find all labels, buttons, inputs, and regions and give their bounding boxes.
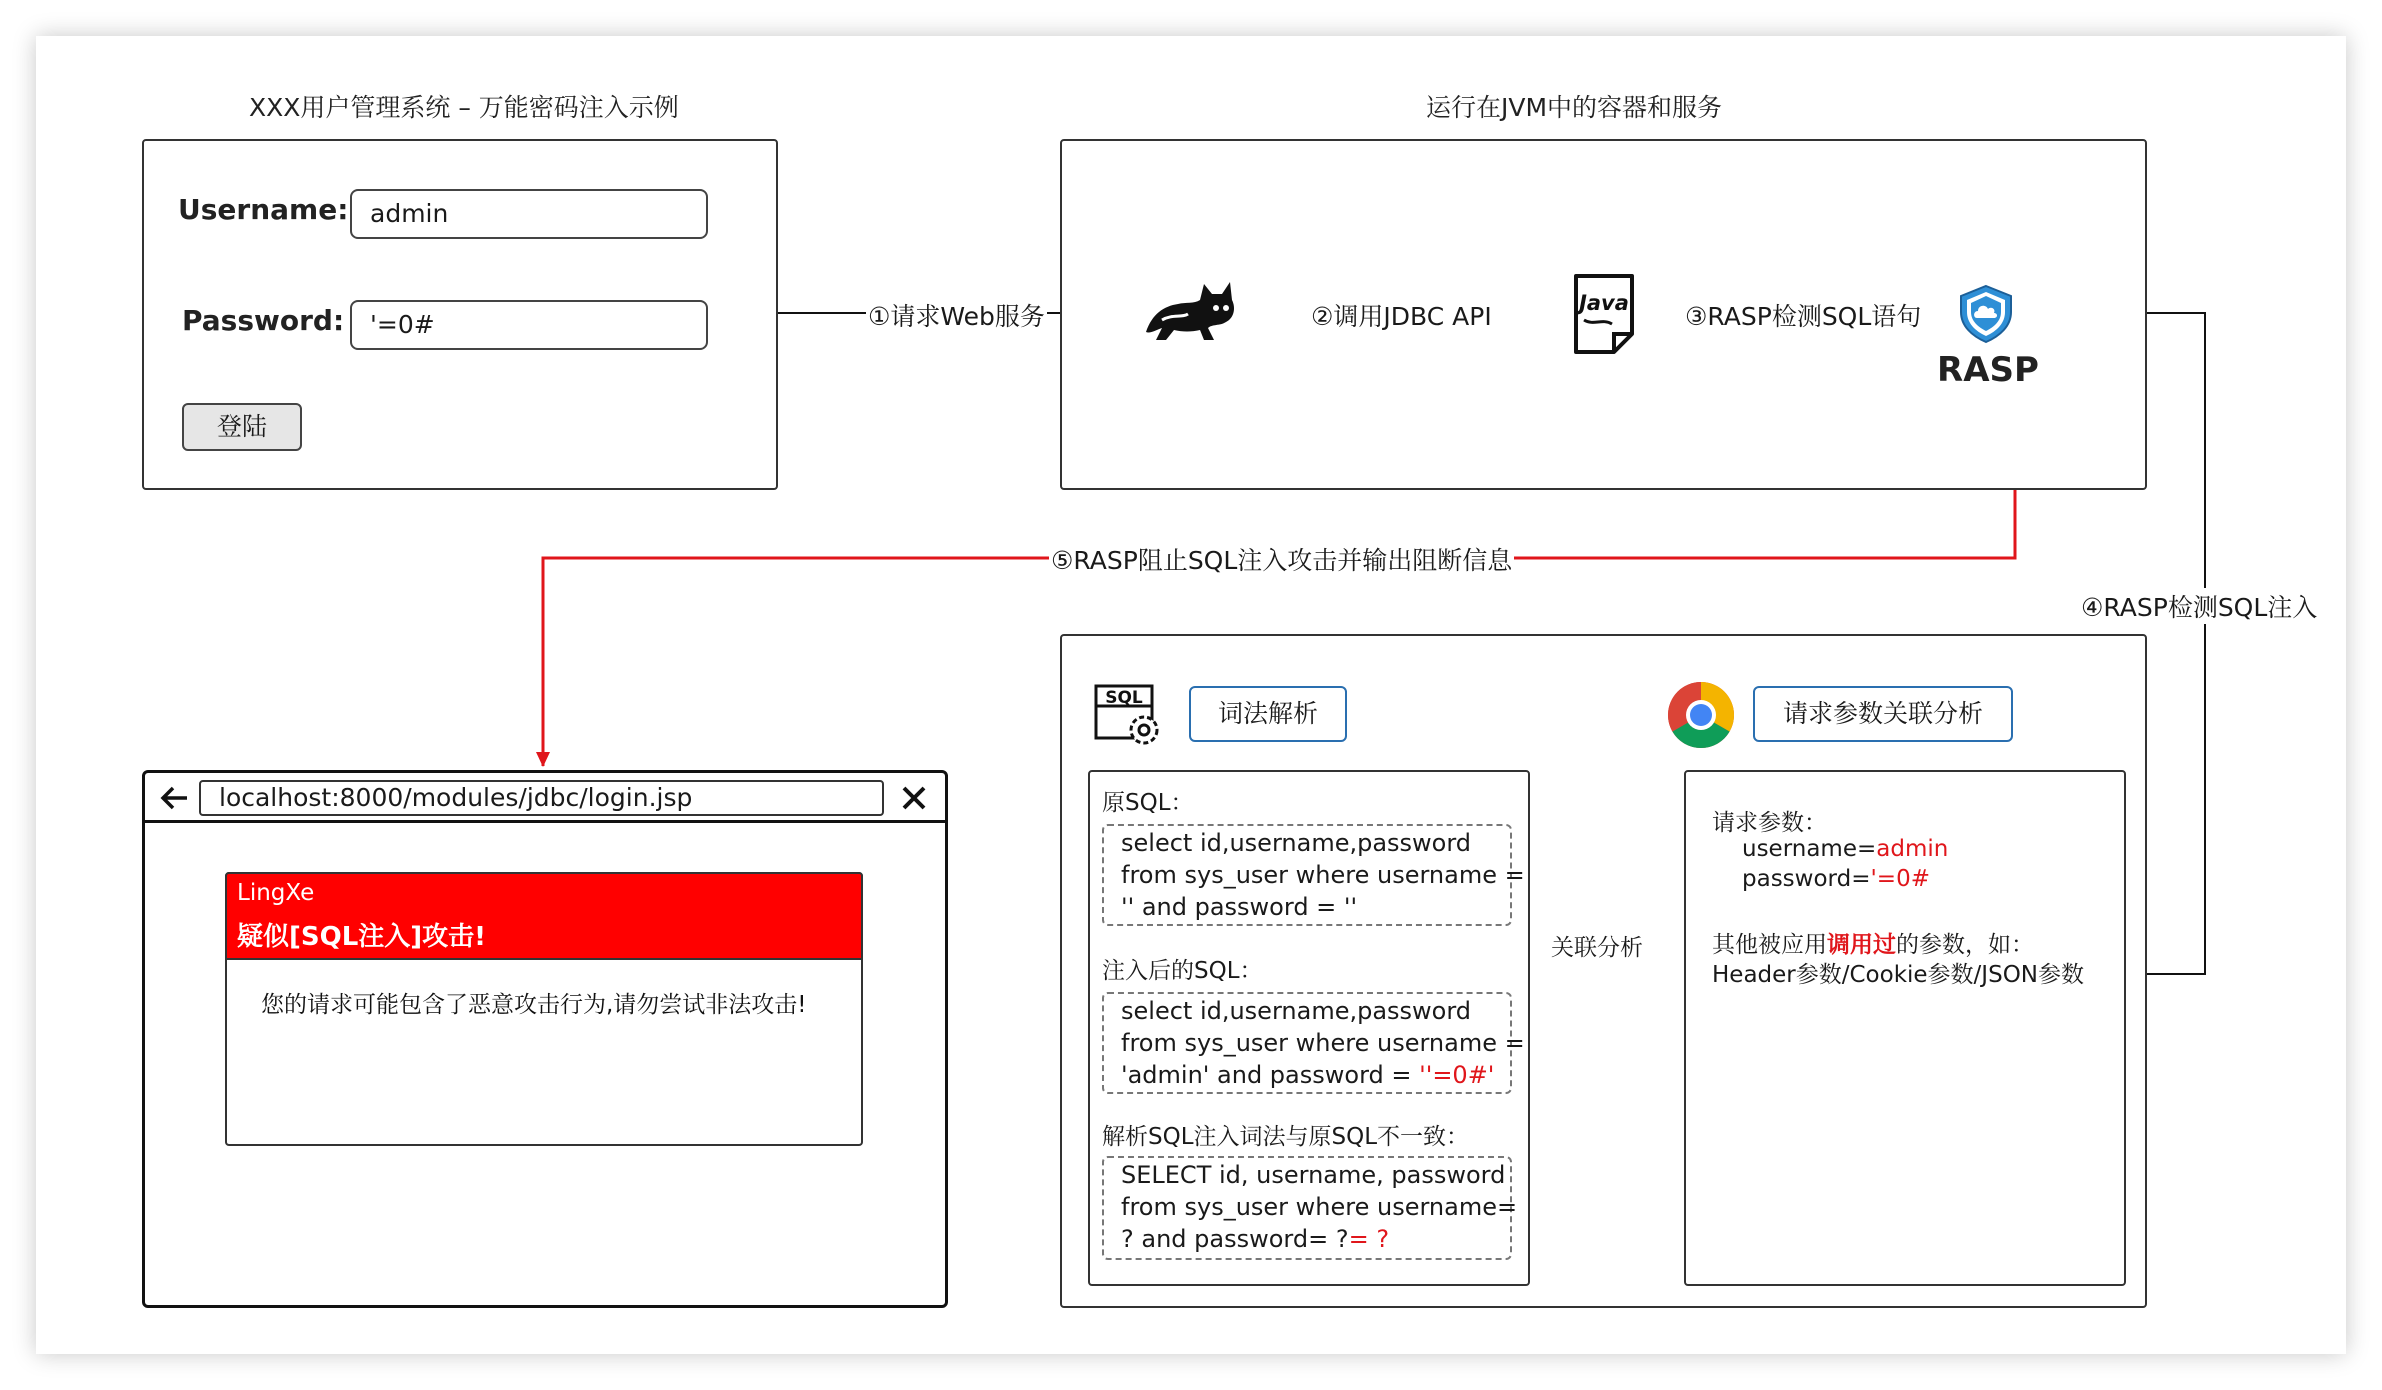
parsed-sql-label: 解析SQL注入词法与原SQL不一致： — [1102, 1124, 1470, 1150]
param-username — [1742, 836, 1948, 862]
browser-url-bar[interactable]: localhost:8000/modules/jdbc/login.jsp — [199, 780, 884, 816]
other-params-text — [1712, 926, 2034, 959]
parsed-sql-line-3 — [1121, 1223, 1389, 1255]
injected-sql-line-1: select id,username,password — [1121, 997, 1472, 1025]
injected-sql-line-3 — [1121, 1059, 1494, 1091]
step3-label: ③RASP检测SQL语句 — [1683, 297, 1923, 333]
step4-label: ④RASP检测SQL注入 — [2079, 588, 2319, 624]
injected-sql-line-3-prefix: 'admin' and password = — [1121, 1061, 1420, 1089]
injected-sql-payload: ''=0#' — [1419, 1061, 1495, 1089]
lexical-analysis-button[interactable]: 词法解析 — [1189, 686, 1347, 742]
browser-window — [142, 770, 948, 1308]
step2-label: ②调用JDBC API — [1309, 297, 1494, 333]
original-sql-line-2: from sys_user where username = — [1121, 861, 1525, 889]
alert-title: 疑似[SQL注入]攻击! — [237, 922, 487, 952]
parsed-sql-line-3-prefix: ? and password= ? — [1121, 1225, 1349, 1253]
parsed-sql-line-2: from sys_user where username= — [1121, 1193, 1518, 1221]
username-label: Username: — [178, 193, 349, 226]
parsed-sql-anomaly: = ? — [1348, 1225, 1390, 1253]
param-password-value: '=0# — [1870, 866, 1930, 892]
chrome-icon — [1666, 680, 1736, 750]
injected-sql-label: 注入后的SQL： — [1102, 958, 1263, 984]
sql-icon-text: SQL — [1105, 688, 1143, 708]
password-label: Password: — [182, 304, 345, 337]
close-icon[interactable] — [901, 785, 927, 811]
jvm-panel-title: 运行在JVM中的容器和服务 — [1426, 93, 1723, 122]
original-sql-line-1: select id,username,password — [1121, 829, 1472, 857]
tomcat-icon — [1142, 274, 1242, 344]
param-username-key: username= — [1742, 836, 1877, 862]
password-field[interactable]: '=0# — [350, 300, 708, 350]
original-sql-line-3: '' and password = '' — [1121, 893, 1358, 921]
rasp-shield-icon — [1956, 284, 2016, 344]
java-file-icon — [1572, 274, 1636, 354]
step5-label: ⑤RASP阻止SQL注入攻击并输出阻断信息 — [1049, 541, 1514, 577]
param-username-value: admin — [1876, 836, 1949, 862]
param-analysis-button[interactable]: 请求参数关联分析 — [1753, 686, 2013, 742]
diagram-canvas — [36, 36, 2346, 1354]
login-button[interactable]: 登陆 — [182, 403, 302, 451]
relation-label: 关联分析 — [1551, 929, 1643, 962]
login-panel-title: XXX用户管理系统 – 万能密码注入示例 — [249, 93, 679, 122]
back-arrow-icon[interactable] — [159, 785, 189, 811]
username-field[interactable]: admin — [350, 189, 708, 239]
java-label: Java — [1579, 291, 1629, 315]
step1-label: ①请求Web服务 — [866, 297, 1047, 333]
other-params-suffix: 的参数，如： — [1896, 932, 2034, 958]
params-label: 请求参数： — [1712, 810, 1827, 836]
injected-sql-line-2: from sys_user where username = — [1121, 1029, 1525, 1057]
parsed-sql-line-1: SELECT id, username, password — [1121, 1161, 1506, 1189]
param-password-key: password= — [1742, 866, 1871, 892]
original-sql-label: 原SQL： — [1102, 790, 1194, 816]
alert-brand: LingXe — [237, 880, 315, 906]
login-panel — [142, 139, 778, 490]
param-password — [1742, 866, 1930, 892]
rasp-label: RASP — [1937, 350, 2039, 390]
other-params-prefix: 其他被应用 — [1712, 932, 1827, 958]
alert-message: 您的请求可能包含了恶意攻击行为,请勿尝试非法攻击! — [261, 992, 807, 1018]
sql-gear-icon — [1094, 684, 1164, 746]
other-params-list: Header参数/Cookie参数/JSON参数 — [1712, 962, 2084, 988]
alert-dialog — [225, 872, 863, 1146]
other-params-emphasis: 调用过 — [1827, 932, 1896, 958]
